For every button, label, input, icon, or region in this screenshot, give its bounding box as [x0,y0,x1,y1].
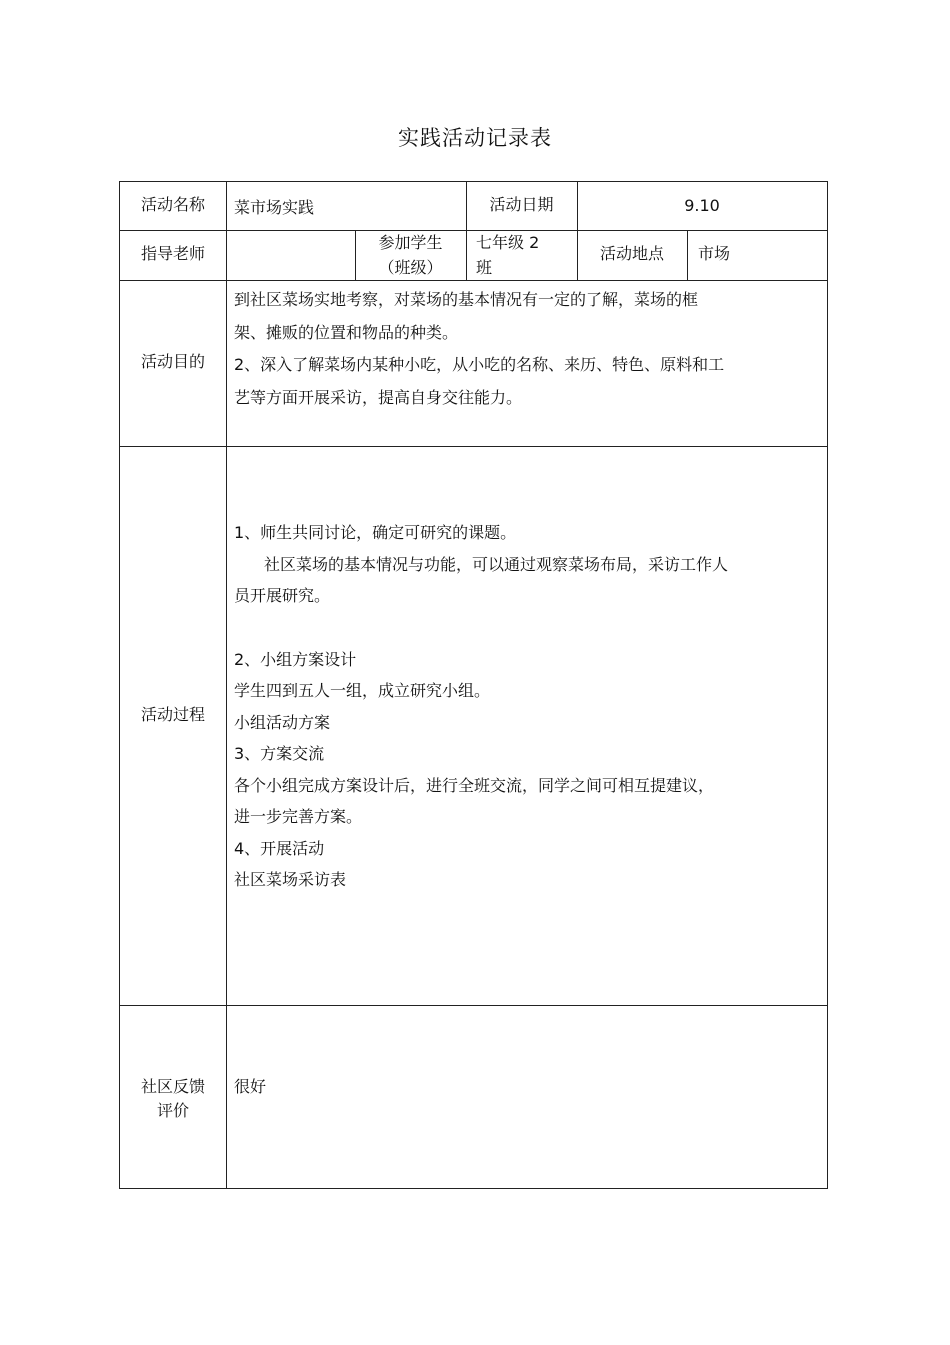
process-step4-title: 4、开展活动 [234,838,325,858]
process-label: 活动过程 [140,705,205,724]
feedback-value: 很好 [234,1077,267,1096]
class-value-line1: 七年级 2 [476,233,540,252]
process-text [234,517,822,896]
column-divider [466,230,467,280]
activity-date-value: 9.10 [684,196,720,215]
feedback-label-line2: 评价 [156,1101,189,1120]
students-label-line2: （班级） [378,258,443,277]
students-label-line1: 参加学生 [378,233,443,252]
purpose-line: 到社区菜场实地考察，对菜场的基本情况有一定的了解，菜场的框 [234,290,699,309]
purpose-line: 艺等方面开展采访，提高自身交往能力。 [234,387,523,407]
activity-date-label: 活动日期 [489,195,554,214]
feedback-label [120,1076,226,1122]
process-step4-line1: 社区菜场采访表 [234,870,347,889]
location-value: 市场 [698,244,731,263]
teacher-label: 指导老师 [140,244,205,263]
paragraph-gap [234,612,822,644]
record-table [119,181,828,1189]
process-step2-title: 2、小组方案设计 [234,649,357,669]
activity-name-label: 活动名称 [140,195,205,214]
process-step2-line1: 学生四到五人一组，成立研究小组。 [234,681,491,700]
process-step1-title: 1、师生共同讨论，确定可研究的课题。 [234,523,517,542]
process-step3-title: 3、方案交流 [234,744,325,763]
process-step2-line2: 小组活动方案 [234,712,331,732]
purpose-line: 2、深入了解菜场内某种小吃，从小吃的名称、来历、特色、原料和工 [234,355,725,374]
class-value-line2: 班 [476,258,493,277]
column-divider [687,230,688,280]
process-step3-line1: 各个小组完成方案设计后，进行全班交流，同学之间可相互提建议， [234,775,715,795]
feedback-label-line1: 社区反馈 [140,1077,205,1096]
purpose-text [234,284,822,414]
activity-name-value: 菜市场实践 [234,198,315,217]
class-value [476,232,576,279]
students-label [355,232,466,279]
process-step1-line2: 员开展研究。 [234,586,331,605]
purpose-label: 活动目的 [140,352,205,371]
column-divider [226,182,227,1188]
process-step1-line1: 社区菜场的基本情况与功能，可以通过观察菜场布局，采访工作人 [264,554,729,574]
process-step3-line2: 进一步完善方案。 [234,807,363,826]
location-label: 活动地点 [599,244,664,263]
purpose-line: 架、摊贩的位置和物品的种类。 [234,322,459,342]
page-title: 实践活动记录表 [398,126,552,150]
